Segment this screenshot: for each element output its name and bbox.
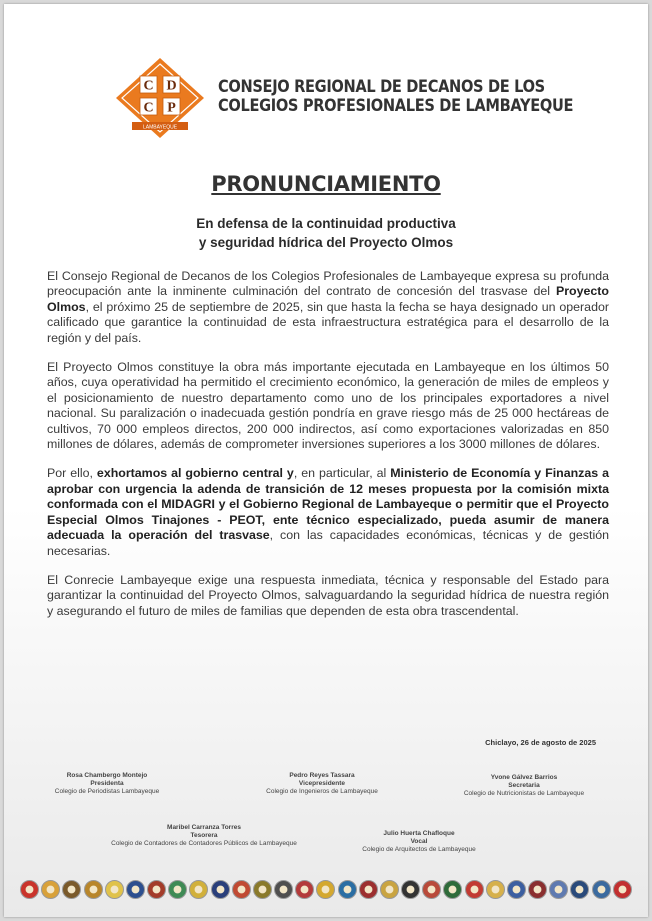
college-logo xyxy=(338,880,357,899)
college-logo xyxy=(422,880,441,899)
signatory-name: Julio Huerta Chafloque xyxy=(383,830,455,837)
org-name-line-2: COLEGIOS PROFESIONALES DE LAMBAYEQUE xyxy=(218,96,574,116)
college-logo xyxy=(41,880,60,899)
signature-block xyxy=(434,774,614,798)
signatory-org: Colegio de Contadores de Contadores Públicos de Lambayeque xyxy=(111,840,297,847)
college-logo xyxy=(168,880,187,899)
signatory-org: Colegio de Arquitectos de Lambayeque xyxy=(362,846,476,853)
p1-bold: Proyecto Olmos xyxy=(47,284,609,314)
signature-block xyxy=(22,772,192,796)
college-logo xyxy=(274,880,293,899)
college-logo xyxy=(62,880,81,899)
paragraph-1 xyxy=(47,269,609,346)
cdcp-logo xyxy=(114,56,206,142)
p3-text-e: , con las capacidades económicas, técnicas y de gestión necesarias. xyxy=(47,528,609,558)
logo-letter-4: P xyxy=(167,100,176,116)
subtitle-line-2: y seguridad hídrica del Proyecto Olmos xyxy=(198,235,454,250)
letterhead xyxy=(114,56,574,146)
paragraph-3 xyxy=(47,466,609,558)
signatory-name: Maribel Carranza Torres xyxy=(167,824,241,831)
document-title: PRONUNCIAMIENTO xyxy=(211,172,441,196)
college-logo xyxy=(486,880,505,899)
document-page xyxy=(4,4,648,917)
college-logo xyxy=(507,880,526,899)
logo-letter-3: C xyxy=(143,100,154,116)
p3-text-c: , en particular, al xyxy=(293,466,391,481)
signature-block xyxy=(232,772,412,796)
document-body xyxy=(47,269,609,633)
document-subtitle xyxy=(4,214,648,252)
signatory-name: Rosa Chambergo Montejo xyxy=(66,772,148,779)
college-logo xyxy=(189,880,208,899)
signatory-org: Colegio de Periodistas Lambayeque xyxy=(54,788,160,795)
college-logo xyxy=(105,880,124,899)
college-logo xyxy=(613,880,632,899)
paragraph-4: El Conrecie Lambayeque exige una respuesta inmediata, técnica y responsable del Estado para garantizar la continuidad del Proyecto Olmos, salvaguardando la seguridad hídrica de nuestra región y asegurando el futuro de miles de familias que dependen de esta obra trascendental. xyxy=(47,572,609,618)
signatory-role: Presidenta xyxy=(90,780,124,787)
signatory-org: Colegio de Ingenieros de Lambayeque xyxy=(266,788,378,795)
logo-letter-1: C xyxy=(143,78,154,94)
signatory-role: Tesorera xyxy=(190,832,218,839)
college-logo xyxy=(401,880,420,899)
org-name-line-1: CONSEJO REGIONAL DE DECANOS DE LOS xyxy=(218,77,545,97)
college-logo xyxy=(126,880,145,899)
college-logo xyxy=(380,880,399,899)
signatory-role: Vicepresidente xyxy=(298,780,346,787)
signatory-name: Yvone Gálvez Barrios xyxy=(490,774,558,781)
college-logo xyxy=(443,880,462,899)
member-college-logos xyxy=(20,876,632,902)
college-logo xyxy=(528,880,547,899)
college-logo xyxy=(253,880,272,899)
college-logo xyxy=(592,880,611,899)
college-logo xyxy=(295,880,314,899)
college-logo xyxy=(84,880,103,899)
p1-text-c: , el próximo 25 de septiembre de 2025, sin que hasta la fecha se haya designado un operador calificado que garantice la continuidad de esta infraestructura estratégica para el desarrollo de la región y del país. xyxy=(47,299,609,345)
p3-text-a: Por ello, xyxy=(47,466,97,481)
college-logo xyxy=(465,880,484,899)
college-logo xyxy=(232,880,251,899)
college-logo xyxy=(20,880,39,899)
logo-letter-2: D xyxy=(166,78,177,94)
document-date: Chiclayo, 26 de agosto de 2025 xyxy=(485,738,596,747)
p3-bold-b: exhortamos al gobierno central y xyxy=(96,466,294,481)
paragraph-2: El Proyecto Olmos constituye la obra más importante ejecutada en Lambayeque en los últimos 50 años, cuya operatividad ha permitido el crecimiento económico, la generación de miles de empleos y el posicionamiento de nuestro departamento como uno de los principales exportadores a nivel nacional. Su paralización o inadecuada gestión pondría en grave riesgo más de 25 000 hectáreas de cultivos, 70 000 empleos directos, 200 000 indirectos, así como exportaciones valorizadas en 850 millones de dólares, además de comprometer inversiones superiores a los 3000 millones de dólares. xyxy=(47,360,609,452)
college-logo xyxy=(316,880,335,899)
signatory-org: Colegio de Nutricionistas de Lambayeque xyxy=(463,790,585,797)
signatory-role: Secretaria xyxy=(508,782,540,789)
signature-block xyxy=(334,830,504,854)
signature-block xyxy=(74,824,334,848)
college-logo xyxy=(570,880,589,899)
college-logo xyxy=(211,880,230,899)
p3-bold-d: Ministerio de Economía y Finanzas a aprobar con urgencia la adenda de transición de 12 meses propuesta por la comisión mixta conformada con el MIDAGRI y el Gobierno Regional de Lambayeque o permitir que el Proyecto Especial Olmos Tinajones - PEOT, ente técnico especializado, pueda asumir de manera adecuada la operación del trasvase xyxy=(47,466,609,543)
college-logo xyxy=(359,880,378,899)
p1-text-a: El Consejo Regional de Decanos de los Colegios Profesionales de Lambayeque expresa su profunda preocupación ante la inminente culminación del contrato de concesión del trasvase del xyxy=(47,269,609,299)
logo-caption: LAMBAYEQUE xyxy=(142,124,178,131)
subtitle-line-1: En defensa de la continuidad productiva xyxy=(196,216,456,231)
organization-name xyxy=(218,77,574,116)
signatory-role: Vocal xyxy=(410,838,428,845)
college-logo xyxy=(549,880,568,899)
signatory-name: Pedro Reyes Tassara xyxy=(289,772,355,779)
college-logo xyxy=(147,880,166,899)
